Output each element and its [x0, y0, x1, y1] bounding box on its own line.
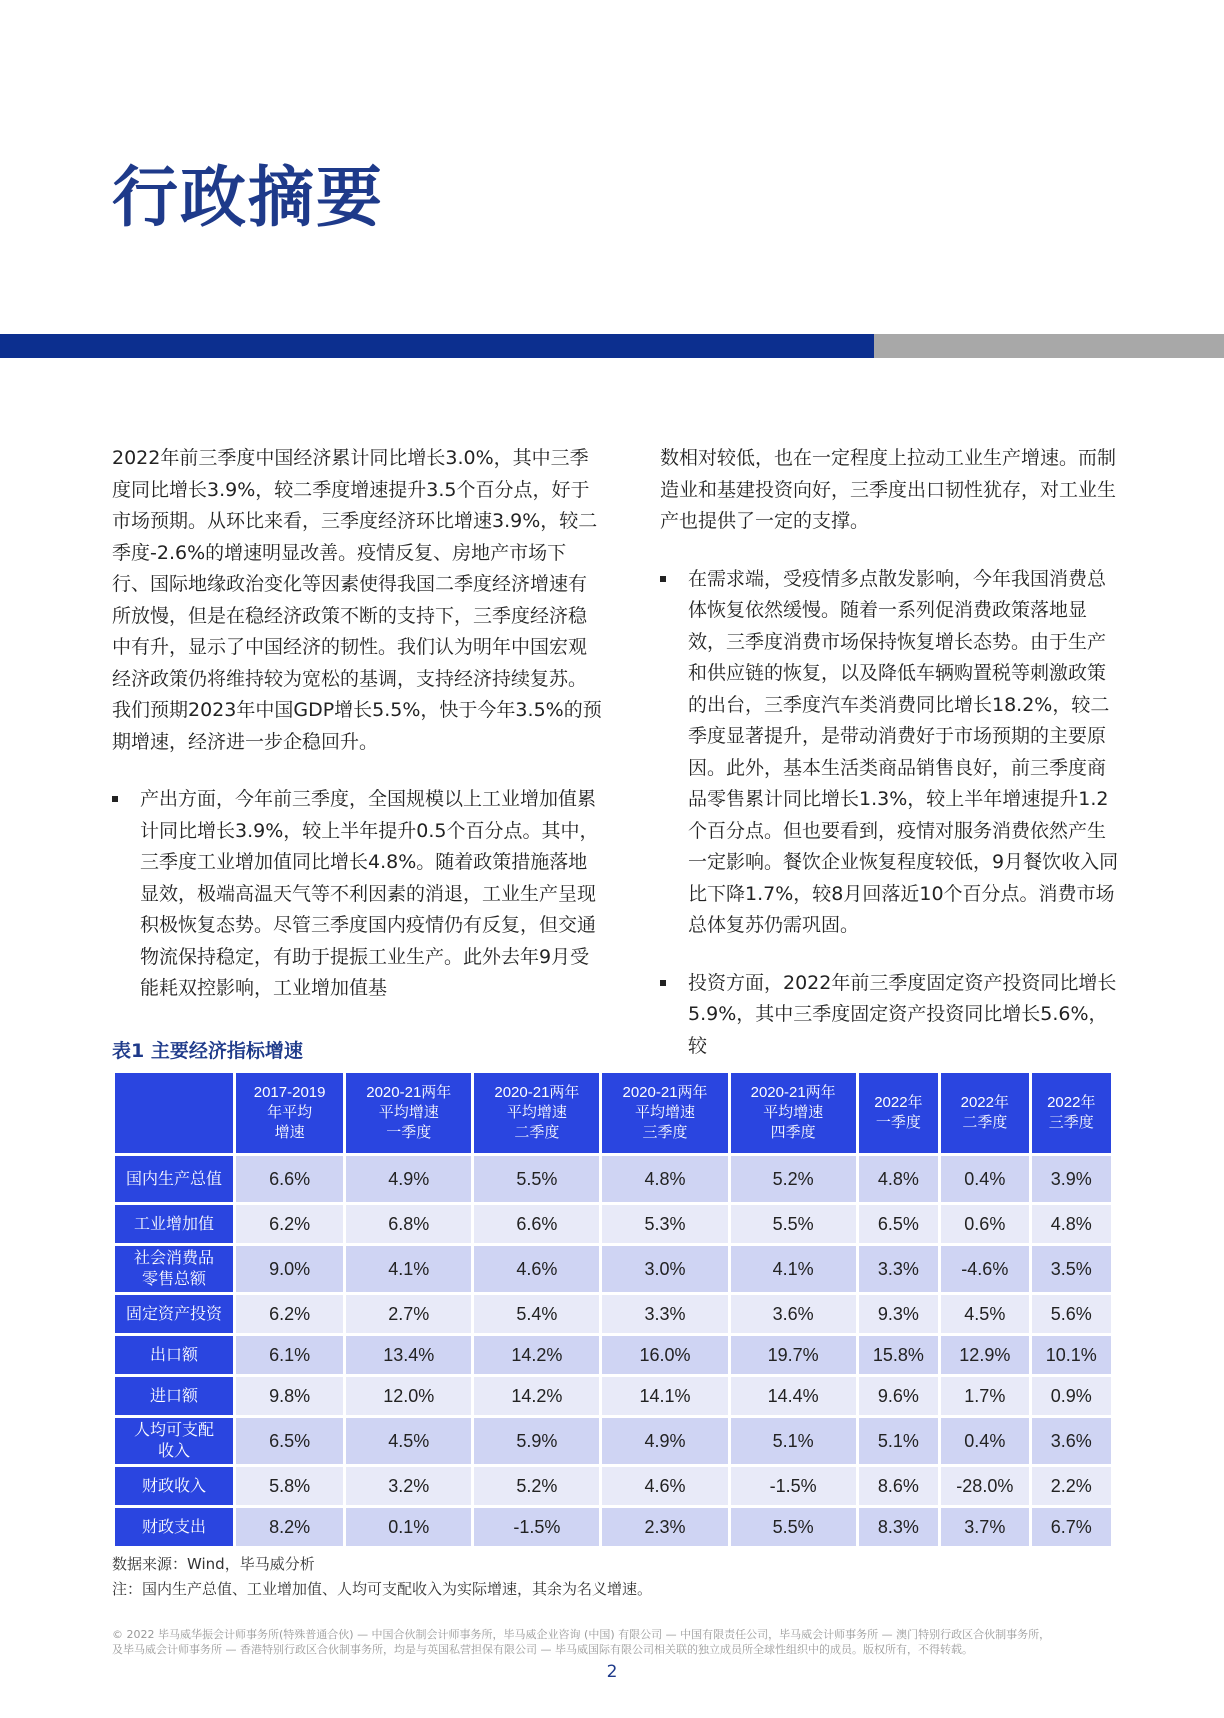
table-column-header — [474, 1073, 599, 1153]
copyright-footer — [112, 1627, 1122, 1657]
table-row-header — [115, 1156, 233, 1202]
table-cell: -1.5% — [731, 1467, 856, 1505]
table-cell: 2.3% — [602, 1508, 727, 1546]
table-row — [115, 1418, 1111, 1464]
table-row-header — [115, 1418, 233, 1464]
table-cell: 16.0% — [602, 1336, 727, 1374]
table-column-header — [236, 1073, 343, 1153]
column-header-line: 2022年 — [874, 1094, 923, 1111]
table-cell: 9.6% — [859, 1377, 938, 1415]
table-cell: 6.2% — [236, 1205, 343, 1243]
table-cell: 14.2% — [474, 1336, 599, 1374]
table-cell: 14.4% — [731, 1377, 856, 1415]
table-cell: 3.9% — [1032, 1156, 1111, 1202]
column-header-line: 2022年 — [960, 1094, 1009, 1111]
table-cell: 5.2% — [731, 1156, 856, 1202]
column-header-line: 平均增速 — [506, 1104, 567, 1121]
table-cell: 4.8% — [602, 1156, 727, 1202]
table-cell: -1.5% — [474, 1508, 599, 1546]
table-cell: 12.9% — [941, 1336, 1028, 1374]
table-cell: 3.0% — [602, 1246, 727, 1292]
table-row-header — [115, 1377, 233, 1415]
table-row — [115, 1246, 1111, 1292]
column-header-line: 2020-21两年 — [750, 1084, 836, 1101]
column-header-line: 2020-21两年 — [494, 1084, 580, 1101]
table-cell: 3.6% — [1032, 1418, 1111, 1464]
column-header-line: 2020-21两年 — [622, 1084, 708, 1101]
left-column — [112, 443, 602, 1031]
table-cell: 8.3% — [859, 1508, 938, 1546]
table-row — [115, 1508, 1111, 1546]
column-header-line: 二季度 — [962, 1114, 1008, 1131]
table-cell: 6.5% — [859, 1205, 938, 1243]
table-cell: 12.0% — [346, 1377, 471, 1415]
bullet-square-icon — [112, 796, 118, 802]
table-cell: 19.7% — [731, 1336, 856, 1374]
table-cell: 3.5% — [1032, 1246, 1111, 1292]
table-column-header — [346, 1073, 471, 1153]
row-header-line: 出口额 — [149, 1346, 198, 1364]
table-title: 表1 主要经济指标增速 — [112, 1040, 303, 1062]
row-header-line: 固定资产投资 — [125, 1305, 222, 1323]
table-header-row — [115, 1073, 1111, 1153]
table-cell: 5.2% — [474, 1467, 599, 1505]
table-cell: 1.7% — [941, 1377, 1028, 1415]
table-cell: 5.9% — [474, 1418, 599, 1464]
bullet-square-icon — [660, 576, 666, 582]
table-cell: 0.4% — [941, 1156, 1028, 1202]
table-cell: 9.3% — [859, 1295, 938, 1333]
table-cell: 3.7% — [941, 1508, 1028, 1546]
table-cell: 9.8% — [236, 1377, 343, 1415]
column-header-line: 二季度 — [514, 1124, 560, 1141]
table-cell: 14.1% — [602, 1377, 727, 1415]
column-header-line: 平均增速 — [763, 1104, 824, 1121]
table-cell: 9.0% — [236, 1246, 343, 1292]
table-cell: -28.0% — [941, 1467, 1028, 1505]
table-corner-cell — [115, 1073, 233, 1153]
table-cell: 0.1% — [346, 1508, 471, 1546]
continuation-paragraph: 数相对较低，也在一定程度上拉动工业生产增速。而制造业和基建投资向好，三季度出口韧性犹存，对工业生产也提供了一定的支撑。 — [660, 447, 1117, 532]
table-row — [115, 1377, 1111, 1415]
table-row — [115, 1205, 1111, 1243]
right-column — [660, 443, 1120, 1088]
table-cell: 4.9% — [602, 1418, 727, 1464]
table-cell: 6.6% — [474, 1205, 599, 1243]
column-header-line: 一季度 — [386, 1124, 432, 1141]
table-notes — [112, 1552, 652, 1602]
table-cell: 0.6% — [941, 1205, 1028, 1243]
column-header-line: 2017-2019 — [253, 1084, 326, 1101]
column-header-line: 三季度 — [642, 1124, 688, 1141]
table-column-header — [941, 1073, 1028, 1153]
table-cell: 2.2% — [1032, 1467, 1111, 1505]
table-cell: 3.6% — [731, 1295, 856, 1333]
bullet-square-icon — [660, 980, 666, 986]
row-header-line: 财政收入 — [141, 1477, 206, 1495]
table-row — [115, 1336, 1111, 1374]
intro-paragraph: 2022年前三季度中国经济累计同比增长3.0%，其中三季度同比增长3.9%，较二季度增速提升3.5个百分点，好于市场预期。从环比来看，三季度经济环比增速3.9%，较二季度-2.6%的增速明显改善。疫情反复、房地产市场下行、国际地缘政治变化等因素使得我国二季度经济增速有所放慢，但是在稳经济政策不断的支持下，三季度经济稳中有升，显示了中国经济的韧性。我们认为明年中国宏观经济政策仍将维持较为宽松的基调，支持经济持续复苏。我们预期2023年中国GDP增长5.5%，快于今年3.5%的预期增速，经济进一步企稳回升。 — [112, 447, 602, 753]
table-cell: 5.6% — [1032, 1295, 1111, 1333]
table-cell: 10.1% — [1032, 1336, 1111, 1374]
column-header-line: 一季度 — [875, 1114, 921, 1131]
column-header-line: 四季度 — [770, 1124, 816, 1141]
table-column-header — [859, 1073, 938, 1153]
table-cell: 4.8% — [859, 1156, 938, 1202]
table-cell: 3.3% — [859, 1246, 938, 1292]
table-cell: 6.5% — [236, 1418, 343, 1464]
table-cell: -4.6% — [941, 1246, 1028, 1292]
economic-indicators-table — [112, 1070, 1114, 1549]
column-header-line: 年平均 — [267, 1104, 313, 1121]
table-cell: 6.1% — [236, 1336, 343, 1374]
table-cell: 5.1% — [731, 1418, 856, 1464]
table-cell: 4.1% — [346, 1246, 471, 1292]
table-cell: 4.6% — [602, 1467, 727, 1505]
row-header-line: 财政支出 — [141, 1518, 206, 1536]
table-cell: 4.1% — [731, 1246, 856, 1292]
bullet-demand — [660, 564, 1120, 942]
footer-line-1: © 2022 毕马威华振会计师事务所(特殊普通合伙) — 中国合伙制会计师事务所，毕马威企业咨询 (中国) 有限公司 — 中国有限责任公司，毕马威会计师事务所 — 澳门特别行政区合伙制事务所， — [112, 1628, 1051, 1641]
bullet-investment-text: 投资方面，2022年前三季度固定资产投资同比增长5.9%，其中三季度固定资产投资同比增长5.6%，较 — [688, 971, 1117, 1057]
table-cell: 4.8% — [1032, 1205, 1111, 1243]
column-header-line: 平均增速 — [635, 1104, 696, 1121]
page-title: 行政摘要 — [112, 159, 384, 236]
table-cell: 5.5% — [474, 1156, 599, 1202]
row-header-line: 进口额 — [149, 1387, 198, 1405]
growth-note: 注：国内生产总值、工业增加值、人均可支配收入为实际增速，其余为名义增速。 — [112, 1580, 653, 1598]
column-header-line: 增速 — [274, 1124, 305, 1141]
row-header-line: 工业增加值 — [133, 1215, 214, 1233]
row-header-line: 零售总额 — [141, 1271, 206, 1288]
table-cell: 5.4% — [474, 1295, 599, 1333]
table-row-header — [115, 1246, 233, 1292]
table-column-header — [1032, 1073, 1111, 1153]
column-header-line: 2020-21两年 — [366, 1084, 452, 1101]
table-cell: 5.1% — [859, 1418, 938, 1464]
table-row — [115, 1467, 1111, 1505]
table-row-header — [115, 1467, 233, 1505]
table-cell: 2.7% — [346, 1295, 471, 1333]
bullet-production — [112, 784, 602, 1005]
bullet-production-text: 产出方面，今年前三季度，全国规模以上工业增加值累计同比增长3.9%，较上半年提升0.5个百分点。其中，三季度工业增加值同比增长4.8%。随着政策措施落地显效，极端高温天气等不利因素的消退，工业生产呈现积极恢复态势。尽管三季度国内疫情仍有反复，但交通物流保持稳定，有助于提振工业生产。此外去年9月受能耗双控影响，工业增加值基 — [140, 788, 599, 999]
table-cell: 8.6% — [859, 1467, 938, 1505]
table-cell: 14.2% — [474, 1377, 599, 1415]
table-row-header — [115, 1508, 233, 1546]
table-cell: 8.2% — [236, 1508, 343, 1546]
column-header-line: 三季度 — [1048, 1114, 1094, 1131]
table-cell: 4.9% — [346, 1156, 471, 1202]
table-cell: 6.8% — [346, 1205, 471, 1243]
table-cell: 15.8% — [859, 1336, 938, 1374]
header-rule-blue — [0, 334, 874, 358]
table-row-header — [115, 1295, 233, 1333]
table-cell: 5.8% — [236, 1467, 343, 1505]
table-cell: 5.5% — [731, 1205, 856, 1243]
row-header-line: 人均可支配 — [133, 1422, 214, 1439]
table-row — [115, 1295, 1111, 1333]
table-cell: 5.3% — [602, 1205, 727, 1243]
row-header-line: 社会消费品 — [133, 1250, 214, 1267]
column-header-line: 2022年 — [1047, 1094, 1096, 1111]
table-cell: 6.2% — [236, 1295, 343, 1333]
footer-line-2: 及毕马威会计师事务所 — 香港特别行政区合伙制事务所，均是与英国私营担保有限公司 — 毕马威国际有限公司相关联的独立成员所全球性组织中的成员。版权所有，不得转载。 — [112, 1643, 973, 1656]
table-cell: 6.7% — [1032, 1508, 1111, 1546]
column-header-line: 平均增速 — [378, 1104, 439, 1121]
table-cell: 13.4% — [346, 1336, 471, 1374]
bullet-demand-text: 在需求端，受疫情多点散发影响，今年我国消费总体恢复依然缓慢。随着一系列促消费政策落地显效，三季度消费市场保持恢复增长态势。由于生产和供应链的恢复，以及降低车辆购置税等刺激政策的出台，三季度汽车类消费同比增长18.2%，较二季度显著提升，是带动消费好于市场预期的主要原因。此外，基本生活类商品销售良好，前三季度商品零售累计同比增长1.3%，较上半年增速提升1.2个百分点。但也要看到，疫情对服务消费依然产生一定影响。餐饮企业恢复程度较低，9月餐饮收入同比下降1.7%，较8月回落近10个百分点。消费市场总体复苏仍需巩固。 — [688, 567, 1119, 936]
table-cell: 0.9% — [1032, 1377, 1111, 1415]
table-column-header — [731, 1073, 856, 1153]
table-row — [115, 1156, 1111, 1202]
table-cell: 4.5% — [346, 1418, 471, 1464]
table-cell: 3.3% — [602, 1295, 727, 1333]
row-header-line: 收入 — [157, 1443, 190, 1460]
table-cell: 5.5% — [731, 1508, 856, 1546]
page-number: 2 — [606, 1662, 618, 1682]
data-source-note: 数据来源：Wind，毕马威分析 — [112, 1555, 315, 1573]
table-cell: 6.6% — [236, 1156, 343, 1202]
row-header-line: 国内生产总值 — [125, 1170, 222, 1188]
table-row-header — [115, 1205, 233, 1243]
header-rule-gray — [874, 334, 1224, 358]
table-cell: 4.5% — [941, 1295, 1028, 1333]
table-row-header — [115, 1336, 233, 1374]
bullet-investment — [660, 968, 1120, 1063]
table-cell: 0.4% — [941, 1418, 1028, 1464]
table-cell: 3.2% — [346, 1467, 471, 1505]
table-column-header — [602, 1073, 727, 1153]
table-cell: 4.6% — [474, 1246, 599, 1292]
